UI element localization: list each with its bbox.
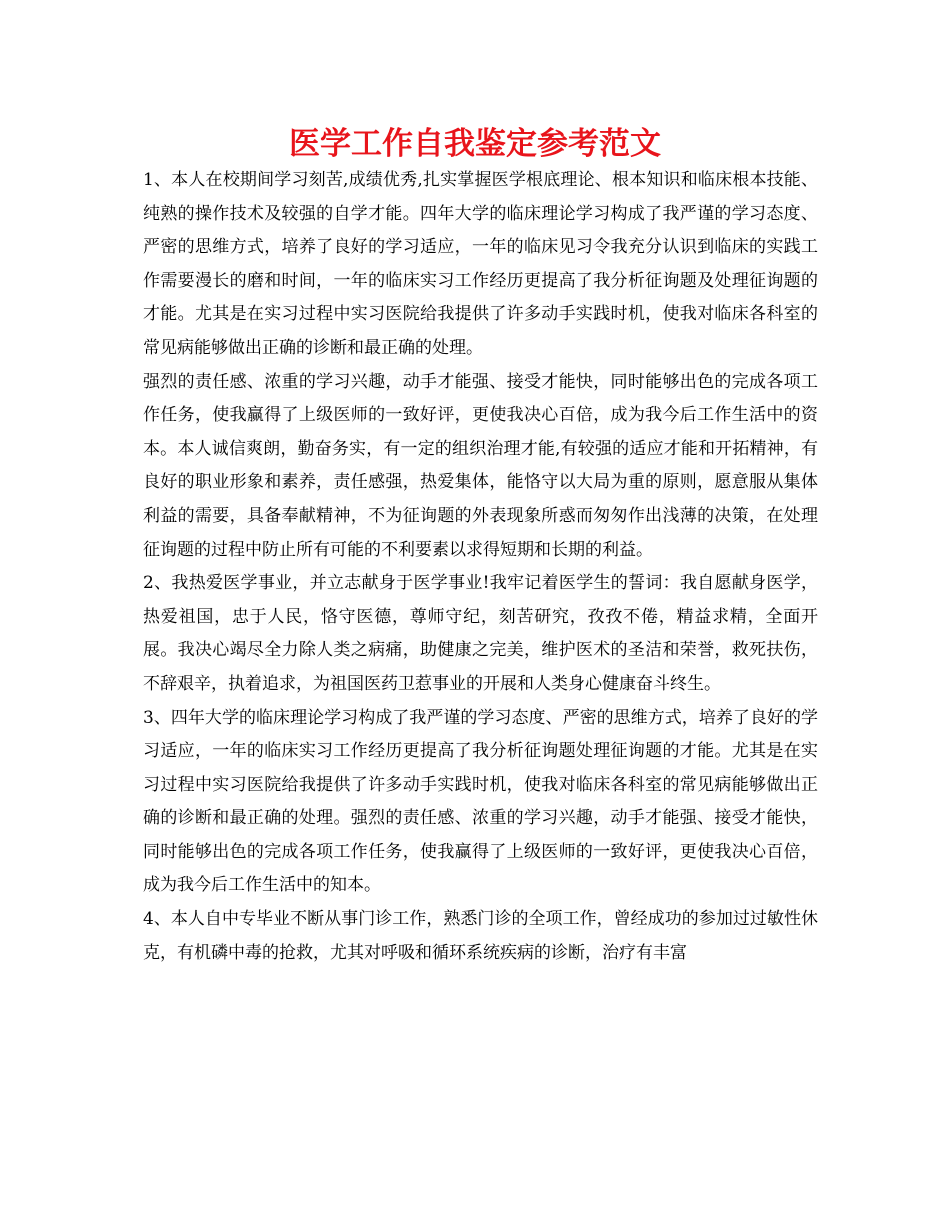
document-body: [143, 164, 818, 970]
paragraph-2: 强烈的责任感、浓重的学习兴趣，动手才能强、接受才能快，同时能够出色的完成各项工作任务，使我赢得了上级医师的一致好评，更使我决心百倍，成为我今后工作生活中的资本。本人诚信爽朗，勤奋务实，有一定的组织治理才能,有较强的适应才能和开拓精神，有良好的职业形象和素养，责任感强，热爱集体，能恪守以大局为重的原则，愿意服从集体利益的需要，具备奉献精神，不为征询题的外表现象所惑而匆匆作出浅薄的决策，在处理征询题的过程中防止所有可能的不利要素以求得短期和长期的利益。: [143, 371, 818, 560]
paragraph-1: 1、本人在校期间学习刻苦,成绩优秀,扎实掌握医学根底理论、根本知识和临床根本技能、纯熟的操作技术及较强的自学才能。四年大学的临床理论学习构成了我严谨的学习态度、严密的思维方式，培养了良好的学习适应，一年的临床见习令我充分认识到临床的实践工作需要漫长的磨和时间，一年的临床实习工作经历更提高了我分析征询题及处理征询题的才能。尤其是在实习过程中实习医院给我提供了许多动手实践时机，使我对临床各科室的常见病能够做出正确的诊断和最正确的处理。: [143, 170, 818, 358]
paragraph-5: 4、本人自中专毕业不断从事门诊工作，熟悉门诊的全项工作，曾经成功的参加过过敏性休克，有机磷中毒的抢救，尤其对呼吸和循环系统疾病的诊断，治疗有丰富: [143, 909, 818, 963]
paragraph-4: 3、四年大学的临床理论学习构成了我严谨的学习态度、严密的思维方式，培养了良好的学习适应，一年的临床实习工作经历更提高了我分析征询题处理征询题的才能。尤其是在实习过程中实习医院给我提供了许多动手实践时机，使我对临床各科室的常见病能够做出正确的诊断和最正确的处理。强烈的责任感、浓重的学习兴趣，动手才能强、接受才能快，同时能够出色的完成各项工作任务，使我赢得了上级医师的一致好评，更使我决心百倍，成为我今后工作生活中的知本。: [143, 707, 818, 896]
page-title: 医学工作自我鉴定参考范文: [289, 126, 661, 162]
paragraph-3: 2、我热爱医学事业，并立志献身于医学事业!我牢记着医学生的誓词：我自愿献身医学，热爱祖国，忠于人民，恪守医德，尊师守纪，刻苦研究，孜孜不倦，精益求精，全面开展。我决心竭尽全力除人类之病痛，助健康之完美，维护医术的圣洁和荣誉，救死扶伤，不辞艰辛，执着追求，为祖国医药卫惹事业的开展和人类身心健康奋斗终生。: [143, 573, 818, 694]
